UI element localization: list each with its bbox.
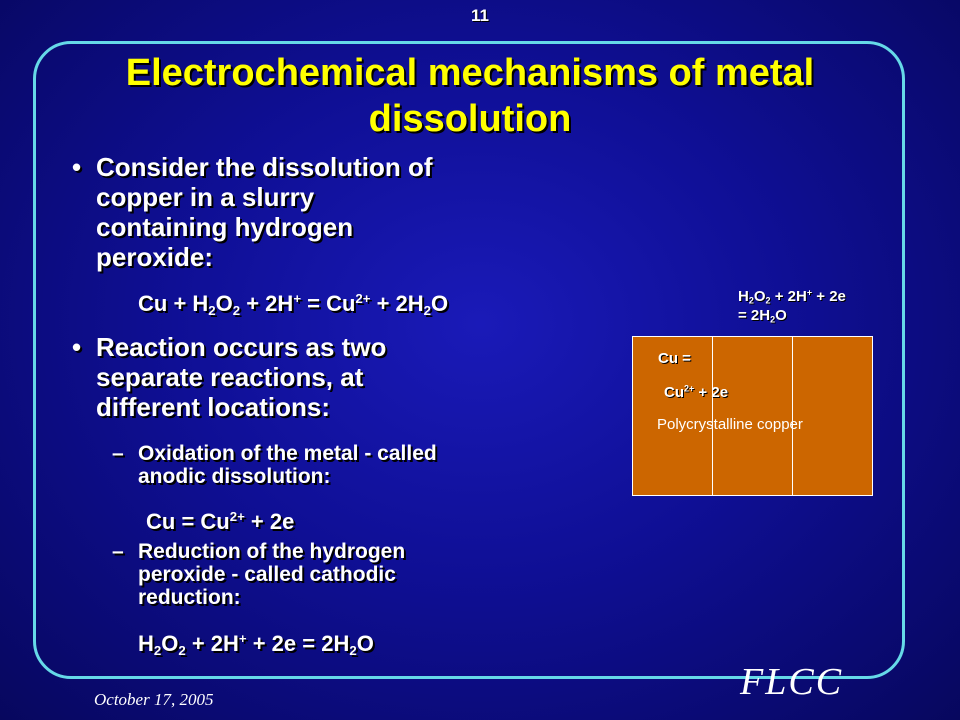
diagram-material-label: Polycrystalline copper [657, 416, 803, 433]
sub-bullet-2-line-1: Reduction of the hydrogen [138, 540, 406, 563]
diagram-anodic-line-1: Cu = [658, 350, 691, 367]
bullet-marker: • [72, 332, 82, 362]
slide-number: 11 [471, 6, 489, 25]
bullet-2-line-3: different locations: [96, 392, 331, 422]
sub-bullet-2-text [138, 540, 405, 609]
bullet-1-line-3: containing hydrogen [96, 212, 354, 242]
bullet-1-line-4: peroxide: [96, 242, 214, 272]
sub-bullet-2-line-3: reduction: [138, 586, 241, 609]
sub-bullet-1-text [138, 442, 437, 488]
bullet-1-line-1: Consider the dissolution of [96, 152, 433, 182]
footer-date: October 17, 2005 [94, 690, 214, 709]
sub-bullet-1-line-2: anodic dissolution: [138, 465, 331, 488]
bullet-2-line-1: Reaction occurs as two [96, 332, 387, 362]
bullet-2-text [96, 332, 386, 422]
bullet-1-line-2: copper in a slurry [96, 182, 315, 212]
bullet-marker: • [72, 152, 82, 182]
anodic-equation: $Cu = Cu^{2+} + 2e$ [146, 509, 295, 534]
diagram-anodic-line-2: $Cu^{2+} + 2e$ [664, 383, 729, 401]
diagram-cathodic-reaction-bottom: = $2H_2O$ [738, 307, 787, 325]
bullet-2-line-2: separate reactions, at [96, 362, 364, 392]
title-line-2: dissolution [368, 98, 572, 140]
dash-marker: – [112, 540, 124, 563]
diagram-cathodic-reaction-top: $H_2O_2 + 2H^+ + 2e$ [738, 287, 846, 306]
title-line-1: Electrochemical mechanisms of metal [125, 52, 815, 94]
overall-equation: $Cu + H_2O_2 + 2H^+ = Cu^{2+} + 2H_2O$ [138, 291, 449, 318]
cathodic-equation: $H_2O_2 + 2H^+ + 2e = 2H_2O$ [138, 631, 374, 658]
bullet-1-text [96, 152, 433, 272]
dash-marker: – [112, 442, 124, 465]
sub-bullet-1-line-1: Oxidation of the metal - called [138, 442, 437, 465]
slide-title [60, 50, 880, 142]
flcc-logo: FLCC [740, 661, 844, 703]
sub-bullet-2-line-2: peroxide - called cathodic [138, 563, 396, 586]
